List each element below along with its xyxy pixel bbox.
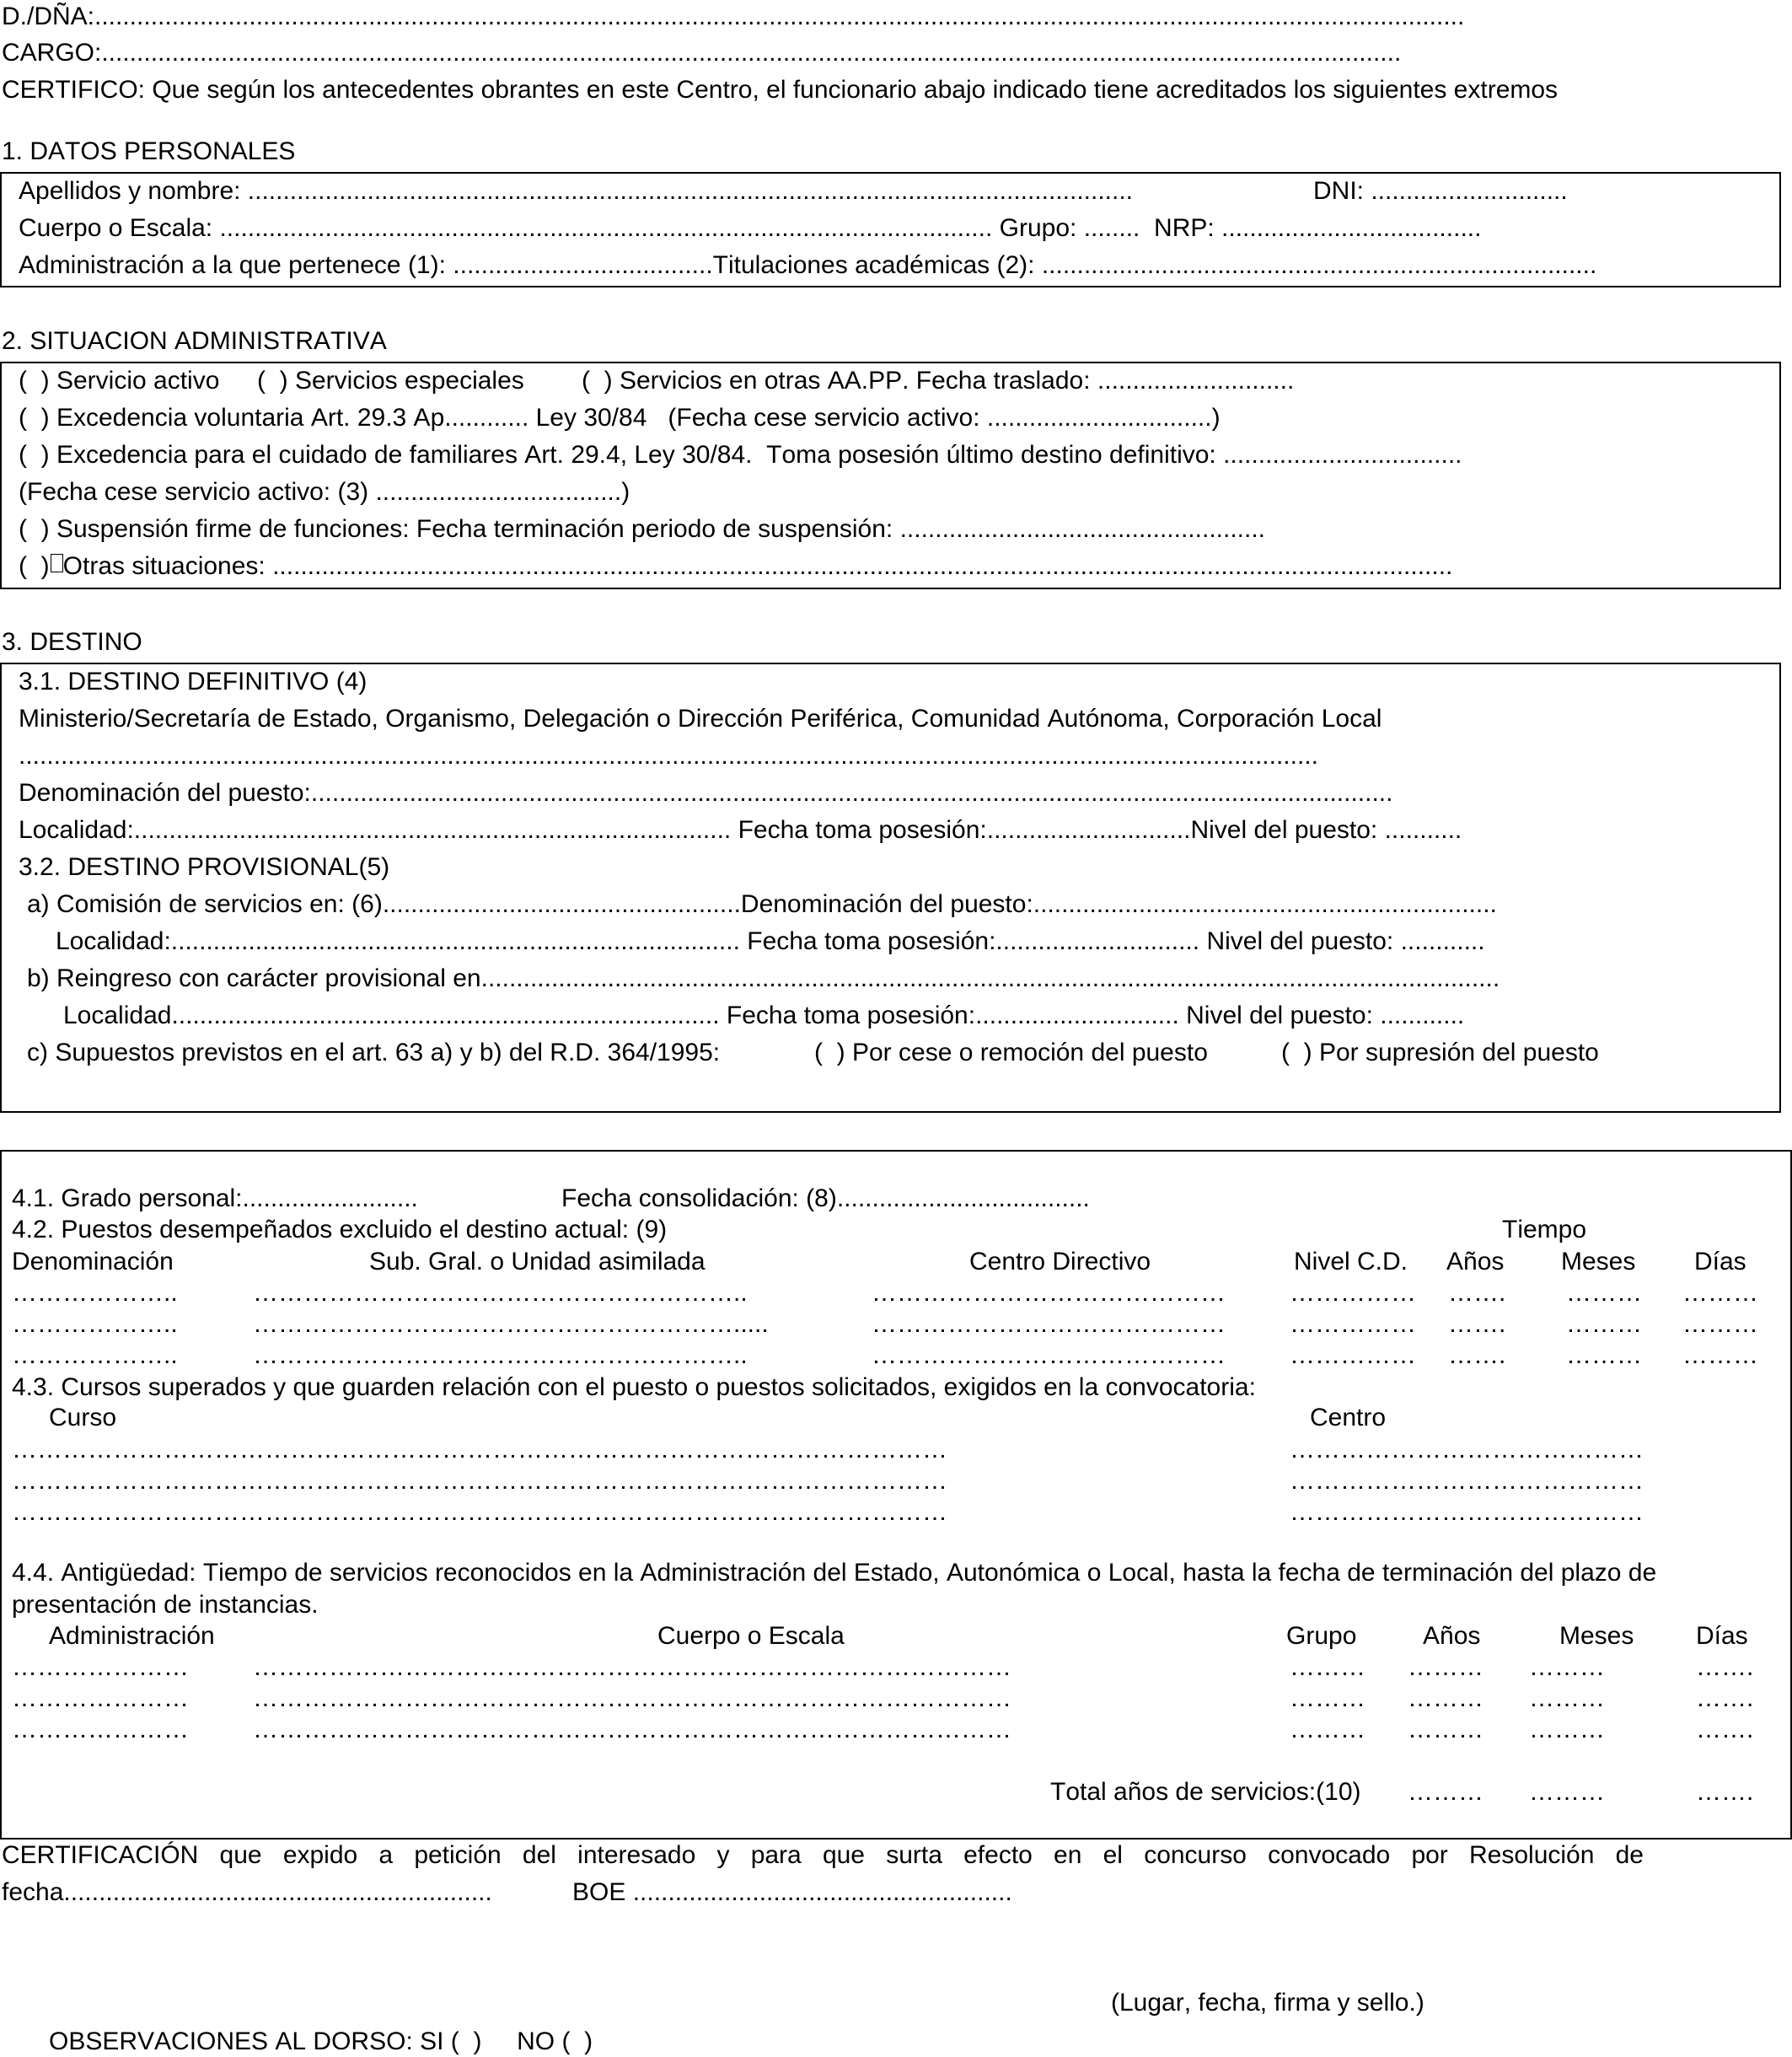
cursos-title: 4.3. Cursos superados y que guarden relación con el puesto o puestos solicitados, exigidos en la convocatoria:	[12, 1373, 1256, 1401]
antiguedad-line-1: 4.4. Antigüedad: Tiempo de servicios reconocidos en la Administración del Estado, Autonómica o Local, hasta la fecha de terminación del plazo de	[12, 1559, 1657, 1587]
antiguedad-header-cuerpo: Cuerpo o Escala	[657, 1622, 845, 1650]
section-3-title: 3. DESTINO	[2, 628, 142, 656]
administracion-titulaciones-field: Administración a la que pertenece (1): .....................................Titulaciones académicas (2): ...............................................................................	[19, 251, 1597, 279]
supresion-option: ( ) Por supresión del puesto	[1281, 1039, 1599, 1066]
fecha-consolidacion-field: Fecha consolidación: (8)....................................	[561, 1184, 1090, 1212]
puestos-title: 4.2. Puestos desempeñados excluido el destino actual: (9)	[12, 1216, 668, 1243]
puestos-header-meses: Meses	[1561, 1248, 1636, 1276]
firma-label: (Lugar, fecha, firma y sello.)	[1111, 1989, 1424, 2017]
observaciones-line: OBSERVACIONES AL DORSO: SI ( ) NO ( )	[49, 2027, 593, 2055]
puestos-cell-denominacion: ………………..	[12, 1310, 178, 1338]
cargo-line: CARGO:.........................................................................................................................................................................................	[2, 39, 1402, 67]
antiguedad-cell-anos: ………	[1408, 1653, 1483, 1681]
cursos-cell-centro: ……………………………………	[1290, 1467, 1644, 1495]
antiguedad-cell-dias: …….	[1696, 1653, 1754, 1681]
total-dias: …….	[1696, 1778, 1754, 1806]
cursos-cell-centro: ……………………………………	[1290, 1436, 1644, 1464]
puestos-cell-centro-directivo: ……………………………………	[872, 1279, 1226, 1307]
localidad-field: Localidad:..................................................................................... Fecha toma posesión:.............................Nivel del puesto: ...........	[19, 816, 1462, 844]
certificacion-word: concurso	[1144, 1841, 1247, 1869]
cursos-header-curso: Curso	[49, 1404, 117, 1431]
cursos-cell-centro: ……………………………………	[1290, 1498, 1644, 1526]
supuestos-field: c) Supuestos previstos en el art. 63 a) y b) del R.D. 364/1995:	[27, 1039, 721, 1066]
certificacion-word: efecto	[963, 1841, 1033, 1869]
certificacion-word: expido	[282, 1841, 358, 1869]
certificacion-word: en	[1054, 1841, 1082, 1869]
certificacion-word: de	[1615, 1841, 1644, 1869]
puestos-header-anos: Años	[1446, 1248, 1505, 1276]
certifico-line: CERTIFICO: Que según los antecedentes obrantes en este Centro, el funcionario abajo indicado tiene acreditados los siguientes extremos	[2, 76, 1559, 104]
puestos-cell-anos: …….	[1448, 1310, 1506, 1338]
servicio-activo-option: ( ) Servicio activo	[19, 367, 220, 395]
destino-definitivo-title: 3.1. DESTINO DEFINITIVO (4)	[19, 668, 368, 696]
puestos-header-denominacion: Denominación	[12, 1248, 174, 1276]
puestos-cell-meses: ………	[1566, 1310, 1642, 1338]
certificacion-word: interesado	[577, 1841, 696, 1869]
total-anos: ………	[1408, 1778, 1483, 1806]
missing-glyph-icon	[51, 554, 63, 572]
ministerio-label: Ministerio/Secretaría de Estado, Organismo, Delegación o Dirección Periférica, Comunidad Autónoma, Corporación Local	[19, 705, 1382, 733]
servicios-especiales-option: ( ) Servicios especiales	[257, 367, 524, 395]
cese-remocion-option: ( ) Por cese o remoción del puesto	[814, 1039, 1208, 1066]
certificacion-word: que	[219, 1841, 262, 1869]
certificacion-word: convocado	[1268, 1841, 1391, 1869]
antiguedad-cell-dias: …….	[1696, 1716, 1754, 1743]
total-label: Total años de servicios:(10)	[1050, 1778, 1361, 1806]
puestos-cell-subgral: ………………………………………………….....	[253, 1310, 769, 1338]
puestos-cell-denominacion: ………………..	[12, 1279, 178, 1307]
ministerio-dots: .........................................................................................................................................................................................	[19, 742, 1318, 770]
puestos-cell-subgral: …………………………………………………..	[253, 1341, 748, 1369]
certificacion-word: y	[716, 1841, 730, 1869]
puestos-header-nivel-cd: Nivel C.D.	[1294, 1248, 1408, 1276]
puestos-cell-nivel-cd: ……………	[1290, 1341, 1416, 1369]
certificacion-word: surta	[886, 1841, 942, 1869]
antiguedad-line-2: presentación de instancias.	[12, 1591, 319, 1619]
antiguedad-cell-cuerpo: ………………………………………………………………………………	[253, 1716, 1011, 1743]
puestos-cell-nivel-cd: ……………	[1290, 1310, 1416, 1338]
comision-servicios-field: a) Comisión de servicios en: (6)...................................................Denominación del puesto:..................................................................	[27, 890, 1497, 918]
comision-localidad-field: Localidad:................................................................................. Fecha toma posesión:............................. Nivel del puesto: ............	[56, 927, 1485, 955]
puestos-cell-meses: ………	[1566, 1279, 1642, 1307]
tiempo-label: Tiempo	[1502, 1216, 1587, 1243]
puestos-cell-dias: ………	[1682, 1341, 1758, 1369]
certificacion-word: a	[378, 1841, 394, 1869]
cursos-cell-curso: …………………………………………………………………………………………………	[12, 1498, 947, 1526]
antiguedad-header-anos: Años	[1423, 1622, 1481, 1650]
antiguedad-cell-anos: ………	[1408, 1716, 1483, 1743]
certificacion-word: CERTIFICACIÓN	[2, 1841, 199, 1869]
antiguedad-header-dias: Días	[1696, 1622, 1748, 1650]
certificacion-word: que	[822, 1841, 865, 1869]
antiguedad-cell-grupo: ………	[1290, 1653, 1365, 1681]
antiguedad-cell-dias: …….	[1696, 1684, 1754, 1712]
antiguedad-cell-cuerpo: ………………………………………………………………………………	[253, 1653, 1011, 1681]
otras-label: Otras situaciones: ........................................................................................................................................................................	[62, 552, 1453, 580]
puestos-header-centro-directivo: Centro Directivo	[969, 1248, 1151, 1276]
fecha-cese-field: (Fecha cese servicio activo: (3) ...................................)	[19, 478, 630, 506]
antiguedad-cell-administracion: …………………	[12, 1653, 189, 1681]
puestos-cell-anos: …….	[1448, 1341, 1506, 1369]
puestos-cell-subgral: …………………………………………………..	[253, 1279, 748, 1307]
certificacion-word: el	[1103, 1841, 1123, 1869]
puestos-cell-centro-directivo: ……………………………………	[872, 1310, 1226, 1338]
suspension-option: ( ) Suspensión firme de funciones: Fecha terminación periodo de suspensión: ....................................................	[19, 515, 1265, 543]
grado-personal-field: 4.1. Grado personal:.........................	[12, 1184, 418, 1212]
puestos-cell-dias: ………	[1682, 1310, 1758, 1338]
reingreso-field: b) Reingreso con carácter provisional en.................................................................................................................................................	[27, 964, 1500, 992]
dni-field: DNI: ............................	[1313, 177, 1568, 205]
antiguedad-header-administracion: Administración	[49, 1622, 215, 1650]
antiguedad-cell-meses: ………	[1529, 1653, 1605, 1681]
section-2-title: 2. SITUACION ADMINISTRATIVA	[2, 327, 387, 355]
antiguedad-cell-administracion: …………………	[12, 1716, 189, 1743]
antiguedad-cell-grupo: ………	[1290, 1684, 1365, 1712]
total-meses: ………	[1529, 1778, 1605, 1806]
cursos-header-centro: Centro	[1310, 1404, 1387, 1431]
puestos-cell-nivel-cd: ……………	[1290, 1279, 1416, 1307]
otras-aapp-option: ( ) Servicios en otras AA.PP. Fecha traslado: ............................	[582, 367, 1295, 395]
cursos-cell-curso: …………………………………………………………………………………………………	[12, 1467, 947, 1495]
certificacion-word: del	[522, 1841, 556, 1869]
puestos-cell-centro-directivo: ……………………………………	[872, 1341, 1226, 1369]
certificacion-fecha: fecha.............................................................	[2, 1878, 492, 1906]
antiguedad-cell-grupo: ………	[1290, 1716, 1365, 1743]
puestos-cell-meses: ………	[1566, 1341, 1642, 1369]
antiguedad-header-meses: Meses	[1559, 1622, 1634, 1650]
puestos-header-subgral: Sub. Gral. o Unidad asimilada	[369, 1248, 706, 1276]
puestos-cell-denominacion: ………………..	[12, 1341, 178, 1369]
antiguedad-cell-administracion: …………………	[12, 1684, 189, 1712]
puestos-header-dias: Días	[1694, 1248, 1746, 1276]
certificacion-word: petición	[414, 1841, 502, 1869]
antiguedad-cell-meses: ………	[1529, 1684, 1605, 1712]
certificacion-line	[2, 1840, 1644, 1871]
excedencia-familiares-option: ( ) Excedencia para el cuidado de familiares Art. 29.4, Ley 30/84. Toma posesión último destino definitivo: ..................................	[19, 441, 1462, 469]
otras-checkbox: ( )	[19, 552, 50, 580]
otras-situaciones-option	[19, 551, 1452, 582]
apellidos-field: Apellidos y nombre: ..............................................................................................................................	[19, 177, 1134, 205]
antiguedad-cell-cuerpo: ………………………………………………………………………………	[253, 1684, 1011, 1712]
antiguedad-cell-meses: ………	[1529, 1716, 1605, 1743]
boe-field: BOE ......................................................	[572, 1878, 1012, 1906]
antiguedad-header-grupo: Grupo	[1286, 1622, 1357, 1650]
puestos-cell-dias: ………	[1682, 1279, 1758, 1307]
dona-line: D./DÑA:...................................................................................................................................................................................................	[2, 3, 1465, 30]
excedencia-voluntaria-option: ( ) Excedencia voluntaria Art. 29.3 Ap............ Ley 30/84 (Fecha cese servicio activo: ................................)	[19, 404, 1221, 432]
cuerpo-grupo-nrp-field: Cuerpo o Escala: .............................................................................................................. Grupo: ........ NRP: .....................................	[19, 214, 1482, 242]
puestos-cell-anos: …….	[1448, 1279, 1506, 1307]
antiguedad-cell-anos: ………	[1408, 1684, 1483, 1712]
certificacion-word: por	[1411, 1841, 1448, 1869]
reingreso-localidad-field: Localidad.............................................................................. Fecha toma posesión:............................. Nivel del puesto: ............	[63, 1002, 1465, 1029]
certificacion-word: para	[750, 1841, 802, 1869]
destino-provisional-title: 3.2. DESTINO PROVISIONAL(5)	[19, 853, 390, 881]
section-1-title: 1. DATOS PERSONALES	[2, 137, 296, 165]
denominacion-field: Denominación del puesto:..........................................................................................................................................................	[19, 779, 1393, 807]
cursos-cell-curso: …………………………………………………………………………………………………	[12, 1436, 947, 1464]
certificacion-word: Resolución	[1469, 1841, 1595, 1869]
